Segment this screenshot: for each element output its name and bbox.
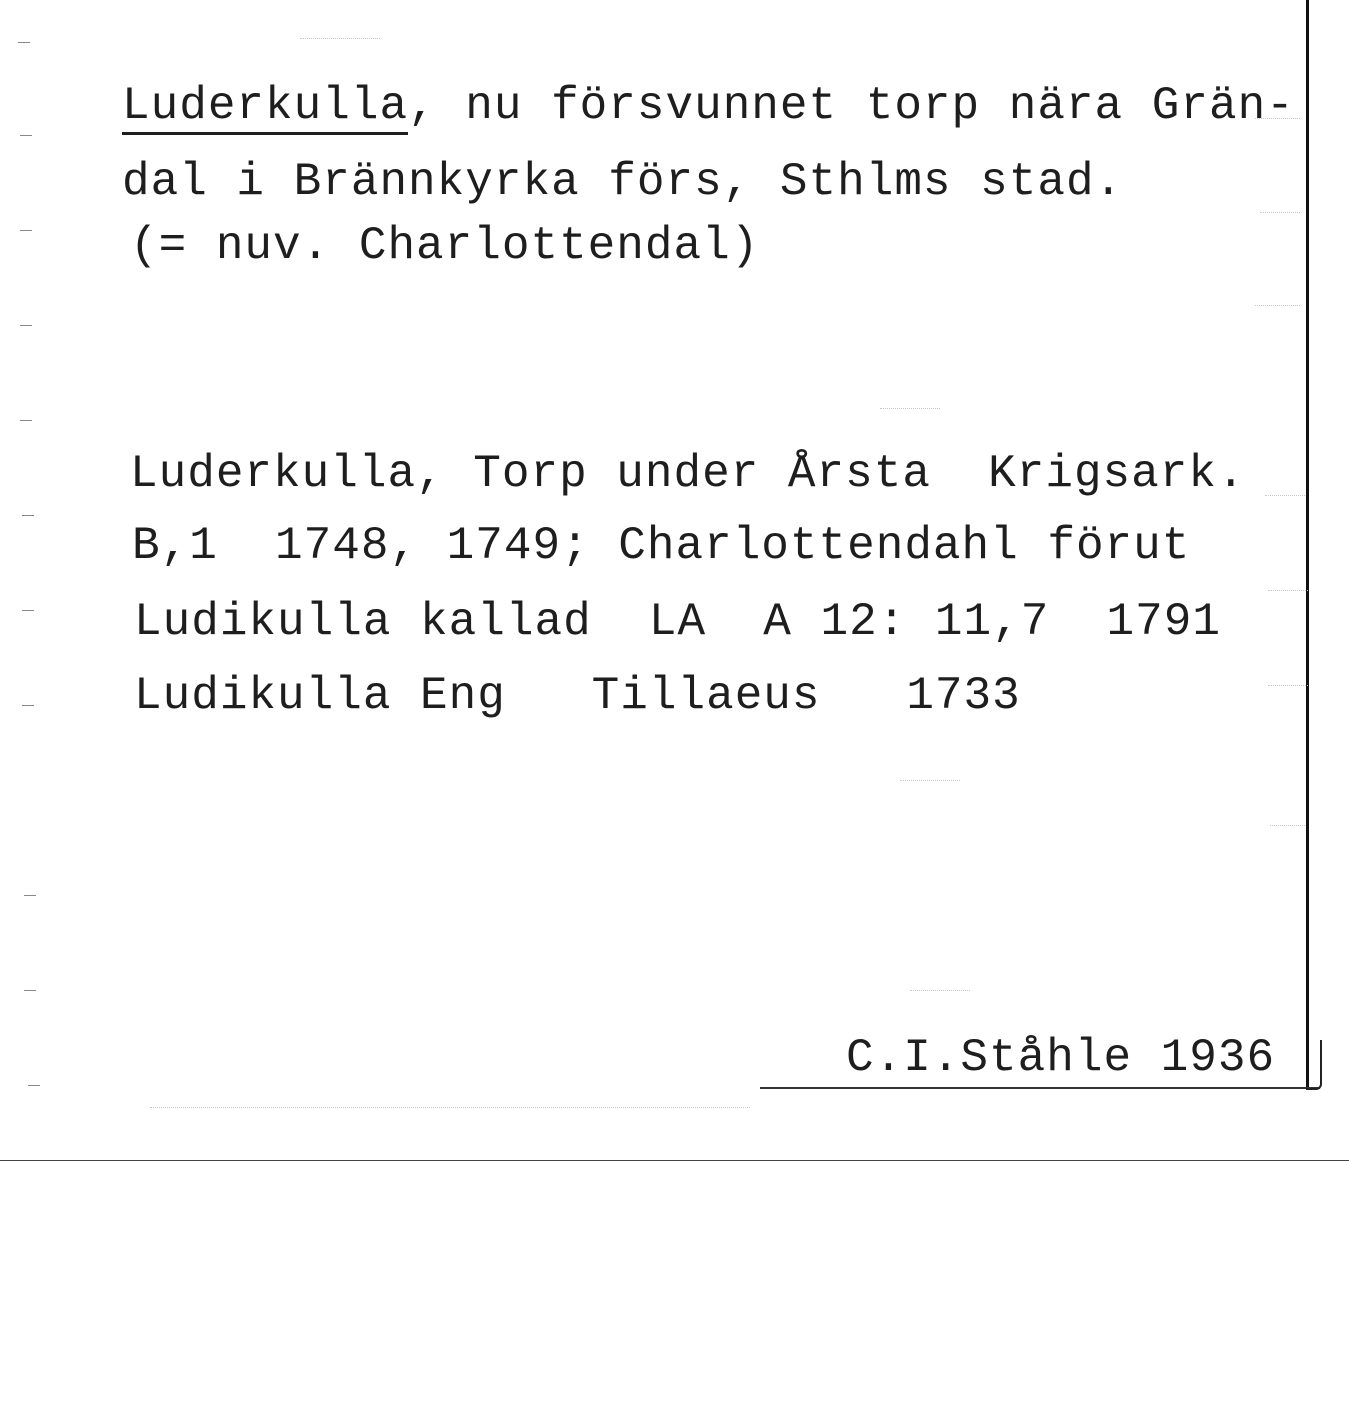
margin-tick <box>24 895 36 896</box>
faint-rule <box>910 990 970 992</box>
entry1-line1-text: , nu försvunnet torp nära Grän- <box>408 80 1295 132</box>
margin-tick <box>20 230 32 231</box>
entry1-line2: dal i Brännkyrka förs, Sthlms stad. <box>122 156 1124 208</box>
faint-rule <box>880 408 940 410</box>
margin-tick <box>18 42 30 43</box>
card-corner <box>1306 1040 1322 1090</box>
faint-rule <box>150 1107 750 1109</box>
entry2-line3: Ludikulla kallad LA A 12: 11,7 1791 <box>134 596 1221 648</box>
margin-tick <box>20 325 32 326</box>
margin-tick <box>20 135 32 136</box>
faint-rule <box>1255 305 1300 307</box>
margin-tick <box>22 610 34 611</box>
entry1-line3: (= nuv. Charlottendal) <box>130 220 760 272</box>
faint-rule <box>1265 495 1305 497</box>
scan-divider <box>0 1160 1349 1161</box>
card-bottom-edge <box>760 1087 1320 1089</box>
margin-tick <box>20 420 32 421</box>
signature: C.I.Ståhle 1936 <box>846 1032 1276 1084</box>
margin-tick <box>24 990 36 991</box>
faint-rule <box>1260 212 1300 214</box>
margin-tick <box>22 515 34 516</box>
faint-rule <box>1268 590 1308 592</box>
margin-tick <box>22 705 34 706</box>
entry2-line4: Ludikulla Eng Tillaeus 1733 <box>134 670 1021 722</box>
faint-rule <box>1270 825 1305 827</box>
faint-rule <box>300 38 380 40</box>
faint-rule <box>1268 685 1308 687</box>
card-right-edge <box>1306 0 1309 1088</box>
entry2-line2: B,1 1748, 1749; Charlottendahl förut <box>132 520 1191 572</box>
entry1-headword: Luderkulla <box>122 80 408 135</box>
margin-tick <box>28 1085 40 1086</box>
entry2-line1: Luderkulla, Torp under Årsta Krigsark. <box>130 448 1246 500</box>
faint-rule <box>900 780 960 782</box>
entry1-line1 <box>122 78 1295 134</box>
